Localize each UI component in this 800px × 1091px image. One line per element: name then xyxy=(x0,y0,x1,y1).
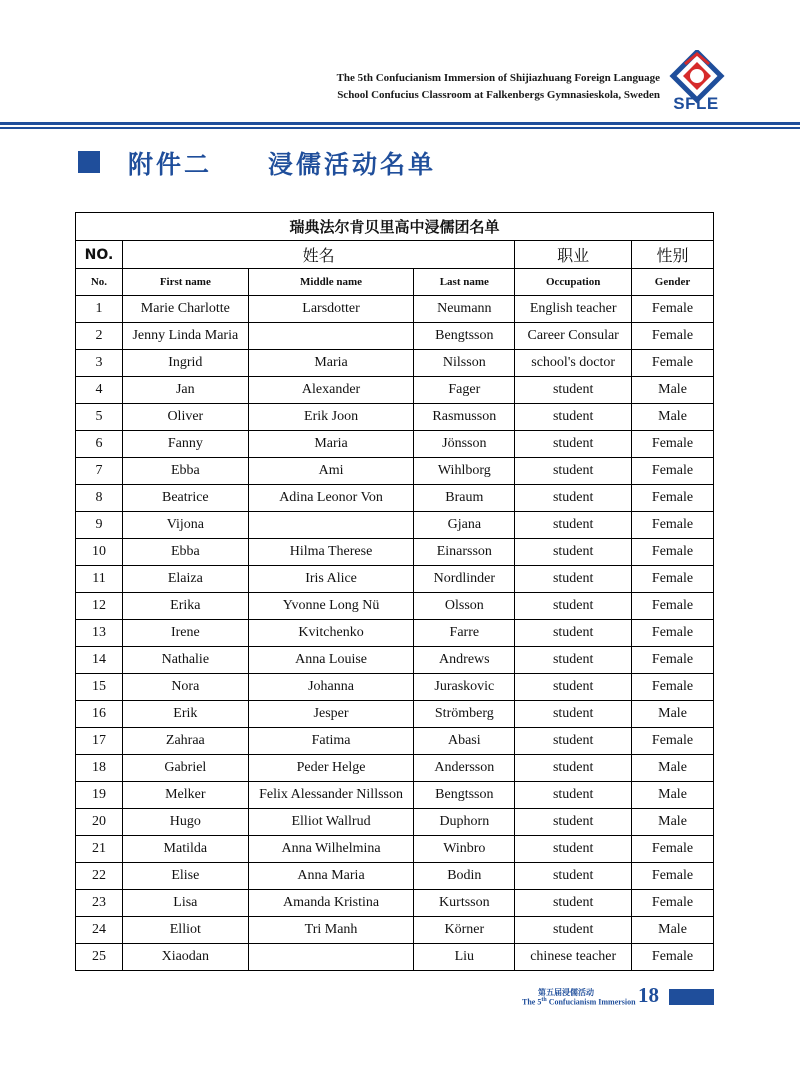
cell-last-name: Andrews xyxy=(414,647,515,674)
cell-occupation: student xyxy=(515,647,632,674)
cell-first-name: Hugo xyxy=(122,809,248,836)
cell-first-name: Elliot xyxy=(122,917,248,944)
cell-no: 5 xyxy=(76,404,123,431)
table-row xyxy=(76,809,714,836)
cell-no: 17 xyxy=(76,728,123,755)
cell-middle-name: Adina Leonor Von xyxy=(248,485,414,512)
cell-occupation: English teacher xyxy=(515,296,632,323)
cell-middle-name: Anna Louise xyxy=(248,647,414,674)
cell-middle-name: Iris Alice xyxy=(248,566,414,593)
table-row xyxy=(76,674,714,701)
table-row xyxy=(76,755,714,782)
cell-last-name: Juraskovic xyxy=(414,674,515,701)
cell-gender: Female xyxy=(632,539,714,566)
cell-first-name: Marie Charlotte xyxy=(122,296,248,323)
cell-no: 19 xyxy=(76,782,123,809)
cell-middle-name: Larsdotter xyxy=(248,296,414,323)
cell-occupation: student xyxy=(515,593,632,620)
header-no: No. xyxy=(76,269,123,296)
cell-middle-name xyxy=(248,323,414,350)
cell-middle-name: Peder Helge xyxy=(248,755,414,782)
cell-occupation: student xyxy=(515,431,632,458)
cell-no: 4 xyxy=(76,377,123,404)
cell-middle-name: Maria xyxy=(248,350,414,377)
cell-middle-name: Amanda Kristina xyxy=(248,890,414,917)
cell-occupation: student xyxy=(515,863,632,890)
header-line-2: School Confucius Classroom at Falkenbergs Gymnasieskola, Sweden xyxy=(337,89,660,101)
table-row xyxy=(76,458,714,485)
cell-occupation: student xyxy=(515,836,632,863)
cell-occupation: student xyxy=(515,404,632,431)
cell-first-name: Erik xyxy=(122,701,248,728)
logo-text: SFLE xyxy=(673,94,719,113)
cell-first-name: Ingrid xyxy=(122,350,248,377)
cell-gender: Female xyxy=(632,890,714,917)
page-title: 附件二 浸儒活动名单 xyxy=(128,150,437,179)
cell-middle-name: Jesper xyxy=(248,701,414,728)
cell-gender: Female xyxy=(632,944,714,971)
cell-gender: Male xyxy=(632,377,714,404)
cell-gender: Female xyxy=(632,620,714,647)
cell-no: 24 xyxy=(76,917,123,944)
cell-gender: Female xyxy=(632,836,714,863)
cell-middle-name xyxy=(248,944,414,971)
footer-cn: 第五届浸儒活动 xyxy=(538,988,594,997)
cell-gender: Female xyxy=(632,458,714,485)
cell-gender: Female xyxy=(632,512,714,539)
header-text xyxy=(337,70,660,104)
cell-last-name: Nilsson xyxy=(414,350,515,377)
cell-no: 12 xyxy=(76,593,123,620)
cell-no: 25 xyxy=(76,944,123,971)
cell-no: 13 xyxy=(76,620,123,647)
cell-last-name: Bodin xyxy=(414,863,515,890)
table-row xyxy=(76,485,714,512)
cell-first-name: Ebba xyxy=(122,458,248,485)
cell-no: 7 xyxy=(76,458,123,485)
cell-middle-name: Hilma Therese xyxy=(248,539,414,566)
table-row xyxy=(76,701,714,728)
cell-occupation: chinese teacher xyxy=(515,944,632,971)
cell-last-name: Strömberg xyxy=(414,701,515,728)
footer-en-sup: th xyxy=(541,997,547,1003)
cell-first-name: Nora xyxy=(122,674,248,701)
table-row xyxy=(76,593,714,620)
cell-gender: Female xyxy=(632,593,714,620)
table-row xyxy=(76,404,714,431)
cell-no: 11 xyxy=(76,566,123,593)
cell-first-name: Jenny Linda Maria xyxy=(122,323,248,350)
cell-middle-name: Maria xyxy=(248,431,414,458)
cell-last-name: Wihlborg xyxy=(414,458,515,485)
cell-occupation: student xyxy=(515,674,632,701)
cell-gender: Female xyxy=(632,485,714,512)
cell-no: 6 xyxy=(76,431,123,458)
table-row xyxy=(76,890,714,917)
cell-last-name: Rasmusson xyxy=(414,404,515,431)
footer-en-suffix: Confucianism Immersion xyxy=(546,997,636,1007)
table-row xyxy=(76,917,714,944)
cell-middle-name: Fatima xyxy=(248,728,414,755)
cell-occupation: student xyxy=(515,485,632,512)
cell-occupation: student xyxy=(515,809,632,836)
cell-gender: Female xyxy=(632,323,714,350)
cell-gender: Male xyxy=(632,809,714,836)
cell-gender: Male xyxy=(632,917,714,944)
cell-last-name: Olsson xyxy=(414,593,515,620)
cell-no: 15 xyxy=(76,674,123,701)
roster-table xyxy=(75,212,714,971)
header-first-name: First name xyxy=(122,269,248,296)
table-caption-row xyxy=(76,213,714,241)
cell-first-name: Melker xyxy=(122,782,248,809)
cell-first-name: Lisa xyxy=(122,890,248,917)
cell-middle-name: Alexander xyxy=(248,377,414,404)
cell-middle-name: Johanna xyxy=(248,674,414,701)
roster-body xyxy=(76,296,714,971)
cell-last-name: Bengtsson xyxy=(414,782,515,809)
cell-last-name: Duphorn xyxy=(414,809,515,836)
cell-first-name: Xiaodan xyxy=(122,944,248,971)
cell-no: 18 xyxy=(76,755,123,782)
cell-gender: Female xyxy=(632,728,714,755)
cell-no: 2 xyxy=(76,323,123,350)
cell-middle-name: Tri Manh xyxy=(248,917,414,944)
cell-middle-name: Erik Joon xyxy=(248,404,414,431)
table-row xyxy=(76,431,714,458)
table-row xyxy=(76,836,714,863)
cell-last-name: Kurtsson xyxy=(414,890,515,917)
cell-gender: Male xyxy=(632,404,714,431)
header-name-cn: 姓名 xyxy=(122,241,514,269)
table-row xyxy=(76,296,714,323)
cell-first-name: Erika xyxy=(122,593,248,620)
header-occupation: Occupation xyxy=(515,269,632,296)
cell-no: 10 xyxy=(76,539,123,566)
cell-occupation: school's doctor xyxy=(515,350,632,377)
cell-last-name: Andersson xyxy=(414,755,515,782)
cell-gender: Female xyxy=(632,566,714,593)
cell-middle-name: Kvitchenko xyxy=(248,620,414,647)
footer-en-prefix: The 5 xyxy=(522,997,542,1007)
header-occupation-cn: 职业 xyxy=(515,241,632,269)
cell-middle-name: Yvonne Long Nü xyxy=(248,593,414,620)
table-row xyxy=(76,323,714,350)
cell-first-name: Oliver xyxy=(122,404,248,431)
table-row xyxy=(76,944,714,971)
cell-occupation: student xyxy=(515,620,632,647)
cell-occupation: Career Consular xyxy=(515,323,632,350)
page-number: 18 xyxy=(638,983,659,1007)
cell-middle-name: Anna Wilhelmina xyxy=(248,836,414,863)
cell-last-name: Einarsson xyxy=(414,539,515,566)
cell-gender: Female xyxy=(632,431,714,458)
cell-occupation: student xyxy=(515,539,632,566)
cell-occupation: student xyxy=(515,377,632,404)
cell-last-name: Körner xyxy=(414,917,515,944)
cell-last-name: Winbro xyxy=(414,836,515,863)
cell-occupation: student xyxy=(515,917,632,944)
header-gender: Gender xyxy=(632,269,714,296)
cell-first-name: Ebba xyxy=(122,539,248,566)
cell-last-name: Nordlinder xyxy=(414,566,515,593)
cell-gender: Female xyxy=(632,674,714,701)
table-row xyxy=(76,350,714,377)
cell-middle-name: Felix Alessander Nillsson xyxy=(248,782,414,809)
cell-no: 8 xyxy=(76,485,123,512)
cell-no: 1 xyxy=(76,296,123,323)
table-row xyxy=(76,377,714,404)
table-row xyxy=(76,728,714,755)
cell-last-name: Braum xyxy=(414,485,515,512)
cell-gender: Female xyxy=(632,350,714,377)
en-header-row xyxy=(76,269,714,296)
cell-occupation: student xyxy=(515,458,632,485)
cell-first-name: Irene xyxy=(122,620,248,647)
cell-last-name: Liu xyxy=(414,944,515,971)
header-no-cn: NO. xyxy=(76,241,123,269)
cell-middle-name xyxy=(248,512,414,539)
cell-no: 14 xyxy=(76,647,123,674)
cell-first-name: Zahraa xyxy=(122,728,248,755)
footer-en xyxy=(522,997,636,1007)
table-row xyxy=(76,647,714,674)
header-last-name: Last name xyxy=(414,269,515,296)
cell-no: 3 xyxy=(76,350,123,377)
cell-first-name: Elise xyxy=(122,863,248,890)
header-line-1: The 5th Confucianism Immersion of Shijiazhuang Foreign Language xyxy=(336,72,660,84)
cell-last-name: Farre xyxy=(414,620,515,647)
cell-occupation: student xyxy=(515,728,632,755)
cn-header-row xyxy=(76,241,714,269)
cell-first-name: Fanny xyxy=(122,431,248,458)
header-rule-top xyxy=(0,122,800,125)
title-square-icon xyxy=(78,151,100,173)
cell-occupation: student xyxy=(515,701,632,728)
cell-first-name: Beatrice xyxy=(122,485,248,512)
table-caption: 瑞典法尔肯贝里高中浸儒团名单 xyxy=(76,213,714,241)
cell-no: 20 xyxy=(76,809,123,836)
cell-gender: Male xyxy=(632,755,714,782)
cell-first-name: Nathalie xyxy=(122,647,248,674)
table-row xyxy=(76,566,714,593)
cell-gender: Female xyxy=(632,863,714,890)
cell-gender: Female xyxy=(632,296,714,323)
table-row xyxy=(76,539,714,566)
header-rule-bottom xyxy=(0,127,800,129)
cell-occupation: student xyxy=(515,890,632,917)
cell-first-name: Elaiza xyxy=(122,566,248,593)
cell-last-name: Fager xyxy=(414,377,515,404)
cell-occupation: student xyxy=(515,512,632,539)
cell-gender: Female xyxy=(632,647,714,674)
table-row xyxy=(76,782,714,809)
cell-middle-name: Anna Maria xyxy=(248,863,414,890)
cell-first-name: Gabriel xyxy=(122,755,248,782)
cell-gender: Male xyxy=(632,701,714,728)
cell-occupation: student xyxy=(515,782,632,809)
cell-last-name: Jönsson xyxy=(414,431,515,458)
cell-last-name: Abasi xyxy=(414,728,515,755)
cell-occupation: student xyxy=(515,566,632,593)
cell-gender: Male xyxy=(632,782,714,809)
cell-last-name: Gjana xyxy=(414,512,515,539)
header-gender-cn: 性别 xyxy=(632,241,714,269)
cell-first-name: Vijona xyxy=(122,512,248,539)
header-middle-name: Middle name xyxy=(248,269,414,296)
cell-no: 16 xyxy=(76,701,123,728)
cell-first-name: Matilda xyxy=(122,836,248,863)
cell-no: 22 xyxy=(76,863,123,890)
cell-middle-name: Ami xyxy=(248,458,414,485)
cell-middle-name: Elliot Wallrud xyxy=(248,809,414,836)
cell-no: 21 xyxy=(76,836,123,863)
cell-no: 9 xyxy=(76,512,123,539)
cell-last-name: Neumann xyxy=(414,296,515,323)
table-row xyxy=(76,512,714,539)
cell-last-name: Bengtsson xyxy=(414,323,515,350)
footer-bar xyxy=(669,989,714,1005)
cell-occupation: student xyxy=(515,755,632,782)
table-row xyxy=(76,863,714,890)
cell-no: 23 xyxy=(76,890,123,917)
table-row xyxy=(76,620,714,647)
cell-first-name: Jan xyxy=(122,377,248,404)
